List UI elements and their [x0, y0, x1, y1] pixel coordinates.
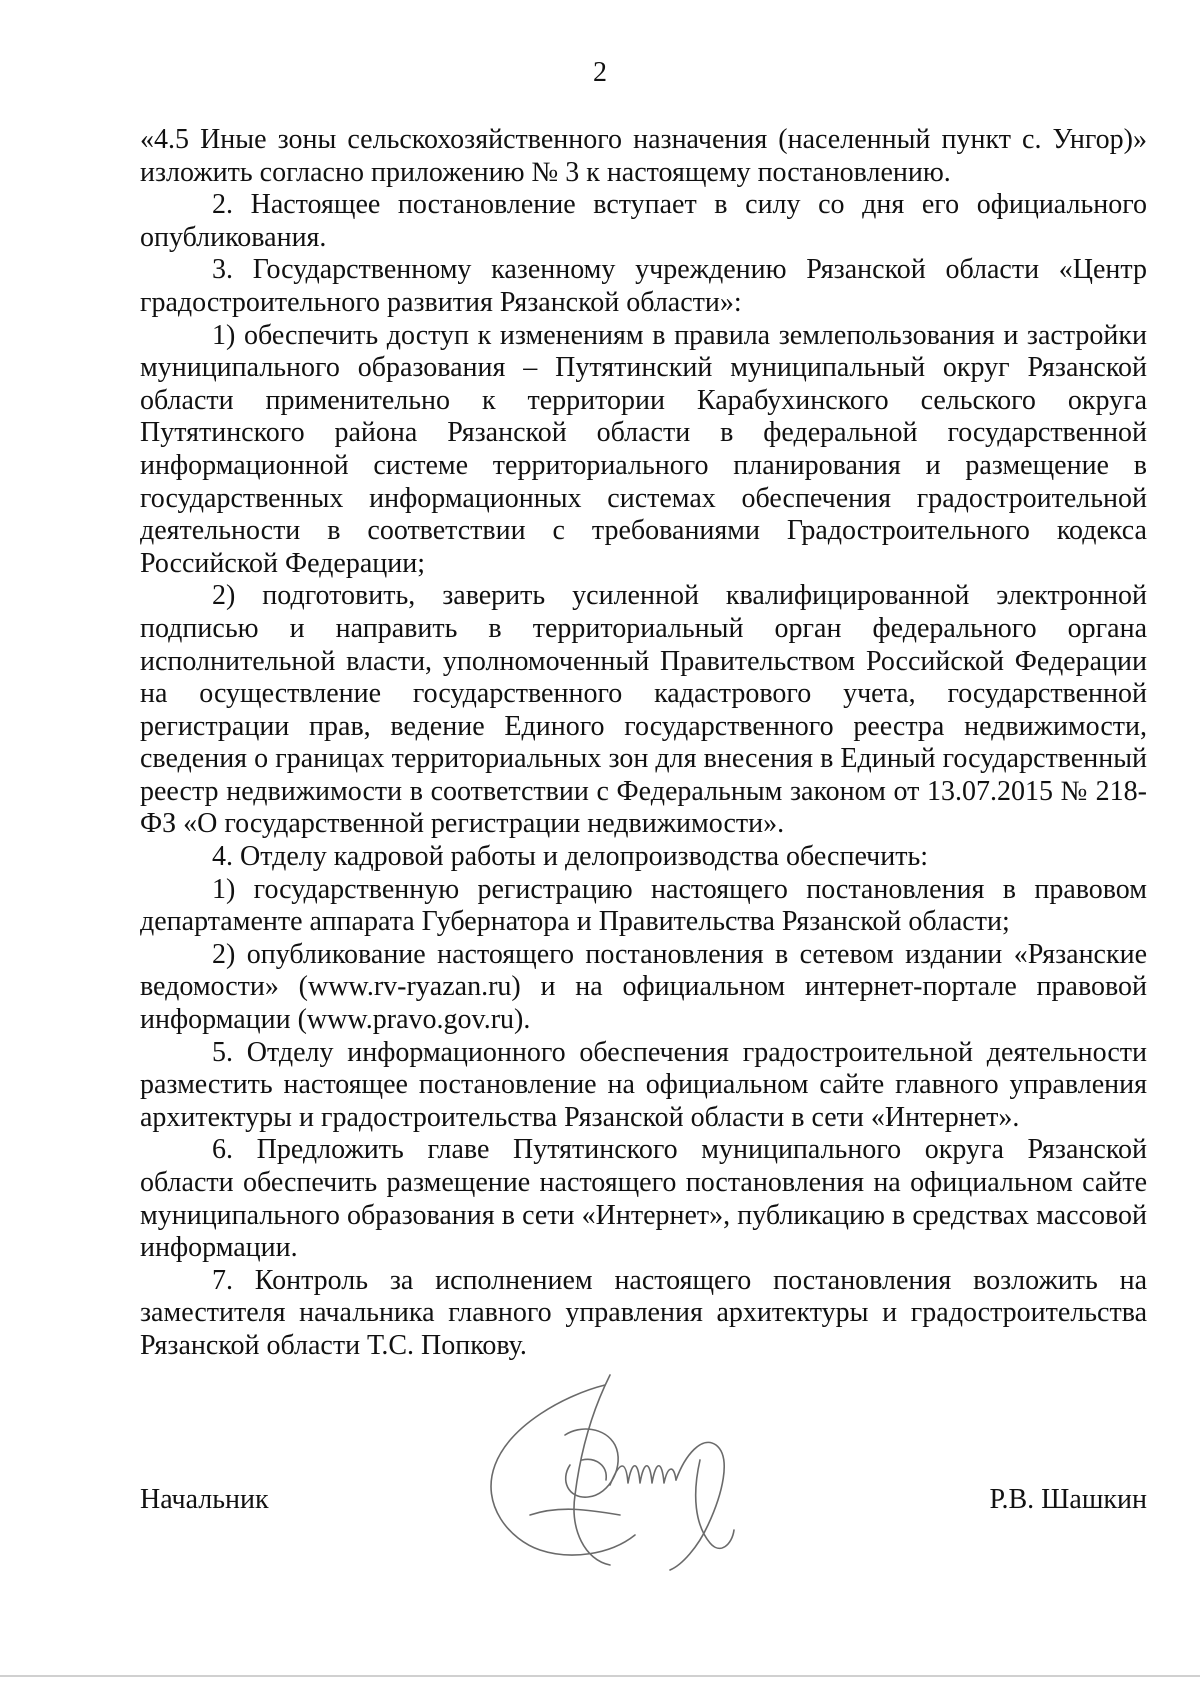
page-number: 2	[593, 57, 607, 88]
paragraph-zone-4-5: «4.5 Иные зоны сельскохозяйственного назначения (населенный пункт с. Унгор)» изложить согласно приложению № 3 к настоящему постановлению.	[140, 124, 1147, 188]
document-body	[140, 124, 1147, 1363]
paragraph-item-3: 3. Государственному казенному учреждению Рязанской области «Центр градостроительного развития Рязанской области»:	[140, 254, 1147, 318]
handwritten-signature	[470, 1365, 750, 1580]
paragraph-item-5: 5. Отделу информационного обеспечения градостроительной деятельности разместить настоящее постановление на официальном сайте главного управления архитектуры и градостроительства Рязанской области в сети «Интернет».	[140, 1036, 1147, 1133]
signer-name: Р.В. Шашкин	[989, 1484, 1147, 1515]
paragraph-item-3-2: 2) подготовить, заверить усиленной квалифицированной электронной подписью и направить в территориальный орган федерального органа исполнительной власти, уполномоченный Правительством Российской Федерации на осуществление государственного кадастрового учета, государственной регистрации прав, ведение Единого государственного реестра недвижимости, сведения о границах территориальных зон для внесения в Единый государственный реестр недвижимости в соответствии с Федеральным законом от 13.07.2015 № 218-ФЗ «О государственной регистрации недвижимости».	[140, 580, 1147, 840]
signer-title: Начальник	[140, 1484, 269, 1515]
paragraph-item-7: 7. Контроль за исполнением настоящего постановления возложить на заместителя начальника главного управления архитектуры и градостроительства Рязанской области Т.С. Попкову.	[140, 1264, 1147, 1361]
paragraph-item-6: 6. Предложить главе Путятинского муниципального округа Рязанской области обеспечить размещение настоящего постановления на официальном сайте муниципального образования в сети «Интернет», публикацию в средствах массовой информации.	[140, 1134, 1147, 1264]
paragraph-item-4-2: 2) опубликование настоящего постановления в сетевом издании «Рязанские ведомости» (www.rv-ryazan.ru) и на официальном интернет-портале правовой информации (www.pravo.gov.ru).	[140, 938, 1147, 1036]
paragraph-item-3-1: 1) обеспечить доступ к изменениям в правила землепользования и застройки муниципального образования – Путятинский муниципальный округ Рязанской области применительно к территории Карабухинского сельского округа Путятинского района Рязанской области в федеральной государственной информационной системе территориального планирования и размещение в государственных информационных системах обеспечения градостроительной деятельности в соответствии с требованиями Градостроительного кодекса Российской Федерации;	[140, 319, 1147, 579]
scan-edge-divider	[0, 1675, 1200, 1677]
paragraph-item-4: 4. Отделу кадровой работы и делопроизводства обеспечить:	[212, 841, 929, 873]
paragraph-item-2: 2. Настоящее постановление вступает в силу со дня его официального опубликования.	[140, 189, 1147, 253]
paragraph-item-4-1: 1) государственную регистрацию настоящего постановления в правовом департаменте аппарата Губернатора и Правительства Рязанской области;	[140, 873, 1147, 938]
signature-block	[140, 1484, 1147, 1524]
